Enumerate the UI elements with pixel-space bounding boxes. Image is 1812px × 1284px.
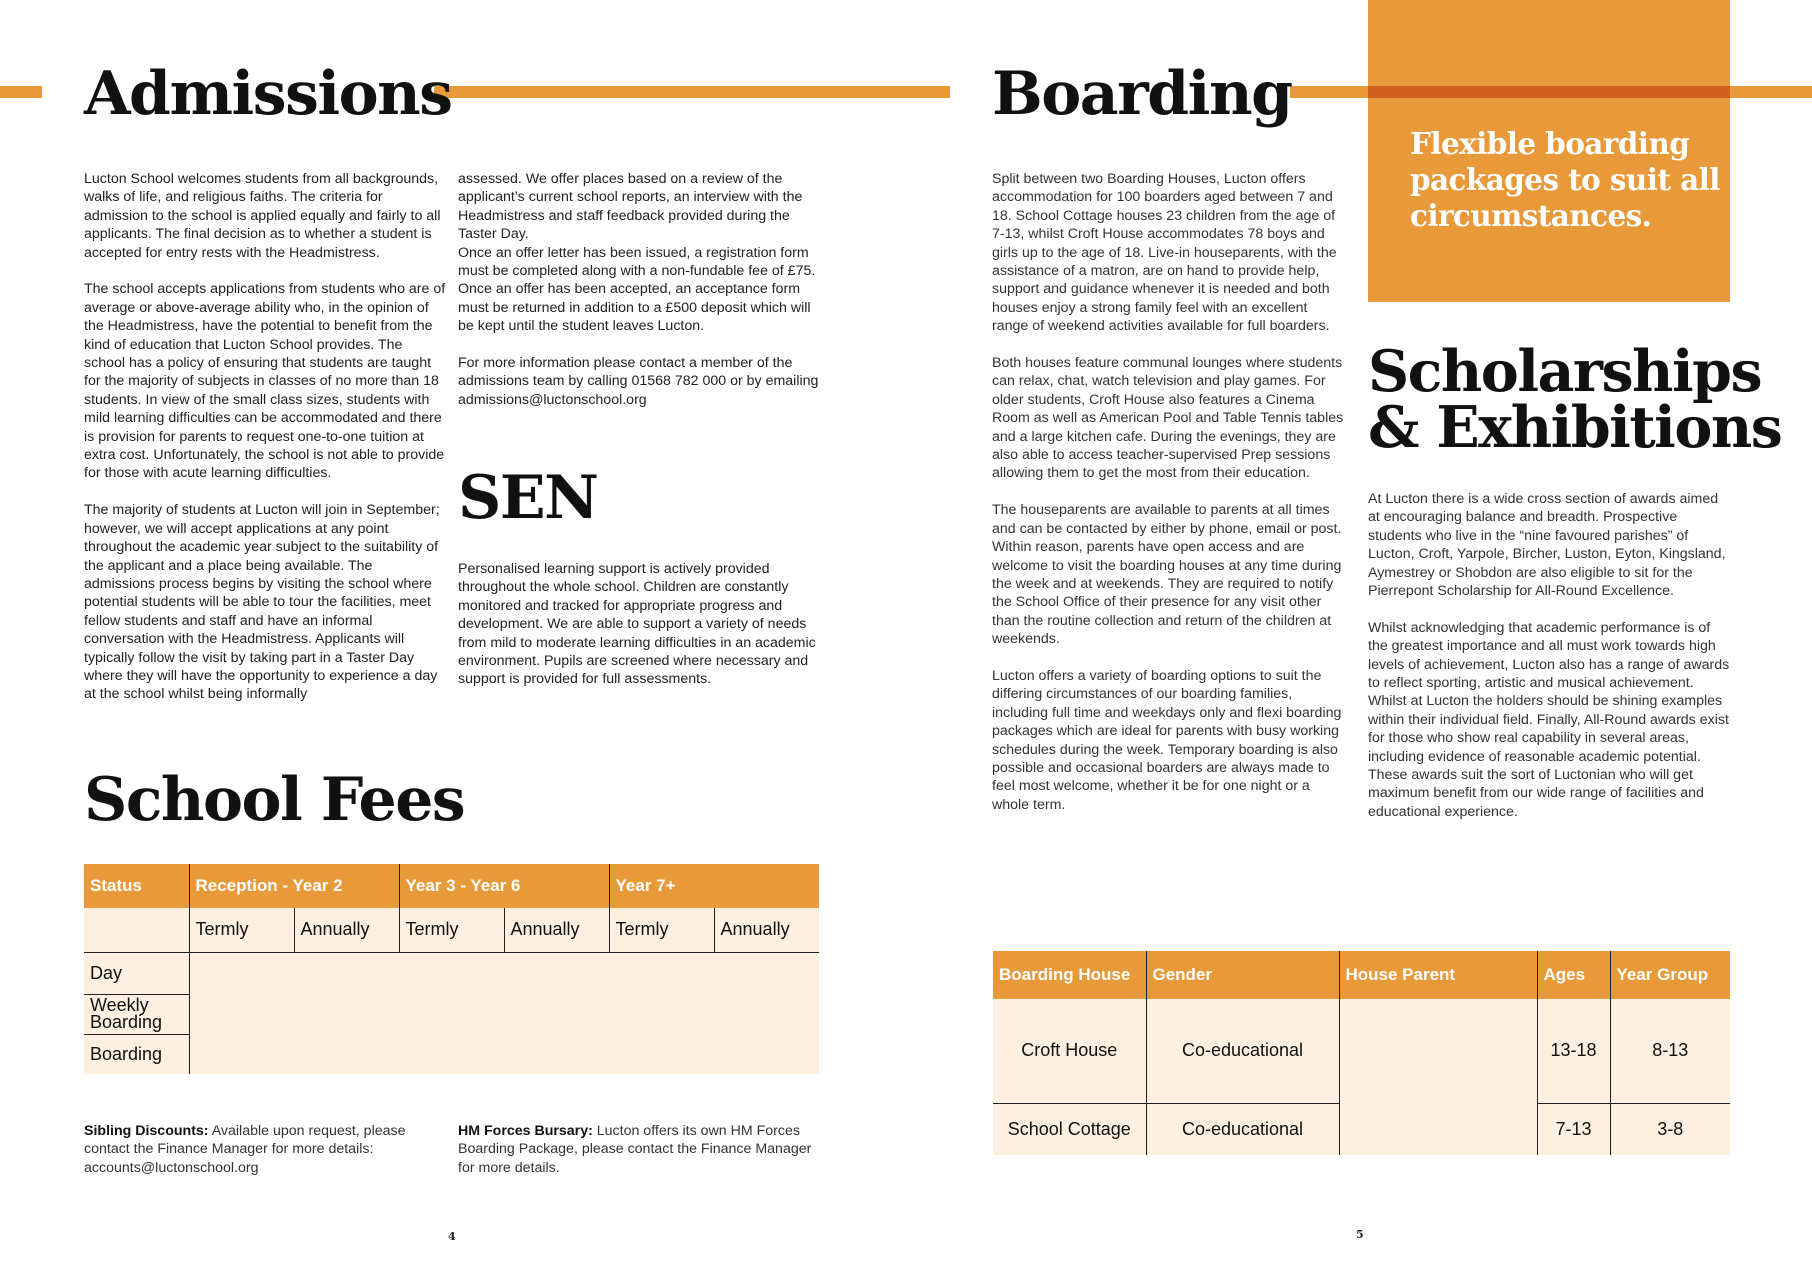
boarding-title: Boarding bbox=[992, 59, 1292, 129]
boarding-houses-table bbox=[993, 951, 1730, 1155]
admissions-paragraph-3: The majority of students at Lucton will join in September; however, we will accept applications at any point throughout the academic year subject to the suitability of the applicant and a place being available. The admissions process begins by visiting the school where potential students will be able to tour the facilities, meet fellow students and staff and have an informal conversation with the Headmistress. Applicants will typically follow the visit by taking part in a Taster Day where they will have the opportunity to experience a day at the school whilst being informally bbox=[84, 502, 440, 703]
sibling-discounts-text: Available upon request, please contact the Finance Manager for more details: accounts@luctonschool.org bbox=[84, 1123, 406, 1176]
fees-table bbox=[84, 864, 819, 1074]
admissions-contact: For more information please contact a member of the admissions team by calling 01568 782 000 or by emailing admissions@luctonschool.org bbox=[458, 355, 819, 408]
boarding-house-gender: Co-educational bbox=[1146, 999, 1339, 1103]
fees-row-day: Day bbox=[84, 952, 189, 994]
boarding-house-year-group: 3-8 bbox=[1610, 1103, 1730, 1155]
fees-row-boarding: Boarding bbox=[84, 1034, 189, 1074]
boarding-house-year-group: 8-13 bbox=[1610, 999, 1730, 1103]
fees-sub-termly: Termly bbox=[609, 908, 714, 952]
admissions-column-1 bbox=[84, 170, 446, 704]
fees-sub-termly: Termly bbox=[189, 908, 294, 952]
rule-right-edge bbox=[1728, 86, 1812, 98]
scholarships-title bbox=[1368, 338, 1782, 461]
boarding-paragraph-2: Both houses feature communal lounges where students can relax, chat, watch television and play games. For older students, Croft House also features a Cinema Room as well as American Pool and Table Tennis tables and a large kitchen cafe. During the evenings, they are also able to access teacher-supervised Prep sessions allowing them to get the most from their education. bbox=[992, 355, 1344, 482]
boarding-house-gender: Co-educational bbox=[1146, 1103, 1339, 1155]
admissions-paragraph-2: The school accepts applications from students who are of average or above-average ability who, in the opinion of the Headmistress, have the potential to benefit from the kind of education that Lucton School provides. The school has a policy of ensuring that students are taught for the majority of subjects in classes of no more than 18 students. In view of the small class sizes, students with mild learning difficulties can be accommodated and there is provision for parents to request one-to-one tuition at extra cost. Unfortunately, the school is not able to provide for those with acute learning difficulties. bbox=[84, 281, 446, 482]
boarding-paragraph-4: Lucton offers a variety of boarding options to suit the differing circumstances of our boarding families, including full time and weekdays only and flexi boarding packages which are ideal for parents with busy working schedules during the week. Temporary boarding is also possible and occasional boarders are always made to feel most welcome, whether it be for one night or a whole term. bbox=[992, 667, 1342, 813]
fees-row-weekly-boarding: Weekly Boarding bbox=[84, 994, 189, 1034]
fees-header-status: Status bbox=[84, 864, 189, 908]
fees-header-year7: Year 7+ bbox=[609, 864, 819, 908]
sibling-discounts bbox=[84, 1122, 424, 1177]
boarding-header-house: Boarding House bbox=[993, 951, 1146, 999]
school-fees-title: School Fees bbox=[84, 765, 465, 835]
callout-text: Flexible boarding packages to suit all circumstances. bbox=[1410, 126, 1720, 233]
rule-boarding bbox=[1290, 86, 1370, 98]
admissions-title: Admissions bbox=[84, 59, 452, 129]
flexible-boarding-callout bbox=[1368, 0, 1730, 302]
rule-left-stub bbox=[0, 86, 42, 98]
sibling-discounts-label: Sibling Discounts: bbox=[84, 1123, 209, 1139]
admissions-paragraph-5: Once an offer letter has been issued, a registration form must be completed along with a non-fundable fee of £75. Once an offer has been accepted, an acceptance form must be returned in addition to a £500 deposit which will be kept until the student leaves Lucton. bbox=[458, 244, 816, 335]
scholarships-paragraph-1: At Lucton there is a wide cross section of awards aimed at encouraging balance and breadth. Prospective students who live in the “nine favoured parishes” of Lucton, Croft, Yarpole, Bircher, Luston, Eyton, Kingsland, Aymestrey or Shobdon are also eligible to sit for the Pierrepont Scholarship for All-Round Excellence. bbox=[1368, 491, 1726, 600]
scholarships-title-line-2: & Exhibitions bbox=[1368, 394, 1782, 461]
admissions-paragraph-1: Lucton School welcomes students from all backgrounds, walks of life, and religious faiths. The criteria for admission to the school is applied equally and fairly to all applicants. The final decision as to whether a student is accepted for entry rests with the Headmistress. bbox=[84, 171, 441, 261]
boarding-paragraph-3: The houseparents are available to parents at all times and can be contacted by either by phone, email or post. Within reason, parents have open access and are welcome to visit the boarding houses at any time during the week and at weekends. They are required to notify the School Office of their presence for any visit other than the routine collection and return of the children at weekends. bbox=[992, 502, 1342, 648]
callout-band bbox=[1368, 86, 1730, 98]
scholarships-text bbox=[1368, 490, 1730, 821]
admissions-paragraph-4: assessed. We offer places based on a review of the applicant’s current school reports, an interview with the Headmistress and staff feedback provided during the Taster Day. bbox=[458, 171, 803, 243]
boarding-paragraph-1: Split between two Boarding Houses, Lucton offers accommodation for 100 boarders aged between 7 and 18. School Cottage houses 23 children from the age of 7-13, whilst Croft House accommodates 78 boys and girls up to the age of 18. Live-in houseparents, with the assistance of a matron, are on hand to provide help, support and guidance whenever it is needed and both houses enjoy a strong family feel with an excellent range of weekend activities available for full boarders. bbox=[992, 171, 1337, 335]
fees-sub-annually: Annually bbox=[714, 908, 819, 952]
table-row bbox=[993, 999, 1730, 1103]
fees-header-year3-6: Year 3 - Year 6 bbox=[399, 864, 609, 908]
scholarships-paragraph-2: Whilst acknowledging that academic performance is of the greatest importance and all must work towards high levels of achievement, Lucton also has a range of awards to reflect sporting, artistic and musical achievement. Whilst at Lucton the holders should be shining examples within their individual field. Finally, All-Round awards exist for those who show real capability in several areas, including evidence of reasonable academic potential. These awards suit the sort of Luctonian who will get maximum benefit from our wide range of facilities and educational experience. bbox=[1368, 619, 1730, 820]
forces-bursary-label: HM Forces Bursary: bbox=[458, 1123, 593, 1139]
boarding-house-ages: 7-13 bbox=[1537, 1103, 1610, 1155]
rule-admissions bbox=[434, 86, 950, 98]
forces-bursary bbox=[458, 1122, 820, 1177]
fees-values-area bbox=[189, 952, 819, 1074]
page-number-left: 4 bbox=[448, 1230, 456, 1243]
boarding-text bbox=[992, 170, 1346, 814]
boarding-header-gender: Gender bbox=[1146, 951, 1339, 999]
boarding-house-parent bbox=[1339, 999, 1537, 1155]
boarding-header-ages: Ages bbox=[1537, 951, 1610, 999]
boarding-header-parent: House Parent bbox=[1339, 951, 1537, 999]
fees-sub-annually: Annually bbox=[294, 908, 399, 952]
boarding-house-name: Croft House bbox=[993, 999, 1146, 1103]
admissions-column-2 bbox=[458, 170, 820, 409]
sen-title: SEN bbox=[458, 463, 598, 533]
fees-sub-termly: Termly bbox=[399, 908, 504, 952]
fees-header-reception: Reception - Year 2 bbox=[189, 864, 399, 908]
fees-corner-cell bbox=[84, 908, 189, 952]
forces-bursary-text: Lucton offers its own HM Forces Boarding Package, please contact the Finance Manager for more details. bbox=[458, 1123, 812, 1176]
fees-sub-annually: Annually bbox=[504, 908, 609, 952]
boarding-house-name: School Cottage bbox=[993, 1103, 1146, 1155]
boarding-house-ages: 13-18 bbox=[1537, 999, 1610, 1103]
scholarships-title-line-1: Scholarships bbox=[1368, 338, 1762, 405]
page-number-right: 5 bbox=[1356, 1228, 1364, 1241]
sen-text: Personalised learning support is actively provided throughout the whole school. Children are constantly monitored and tracked for appropriate progress and development. We are able to support a variety of needs from mild to moderate learning difficulties in an academic environment. Pupils are screened where necessary and support is provided for full assessments. bbox=[458, 561, 816, 688]
boarding-header-year-group: Year Group bbox=[1610, 951, 1730, 999]
